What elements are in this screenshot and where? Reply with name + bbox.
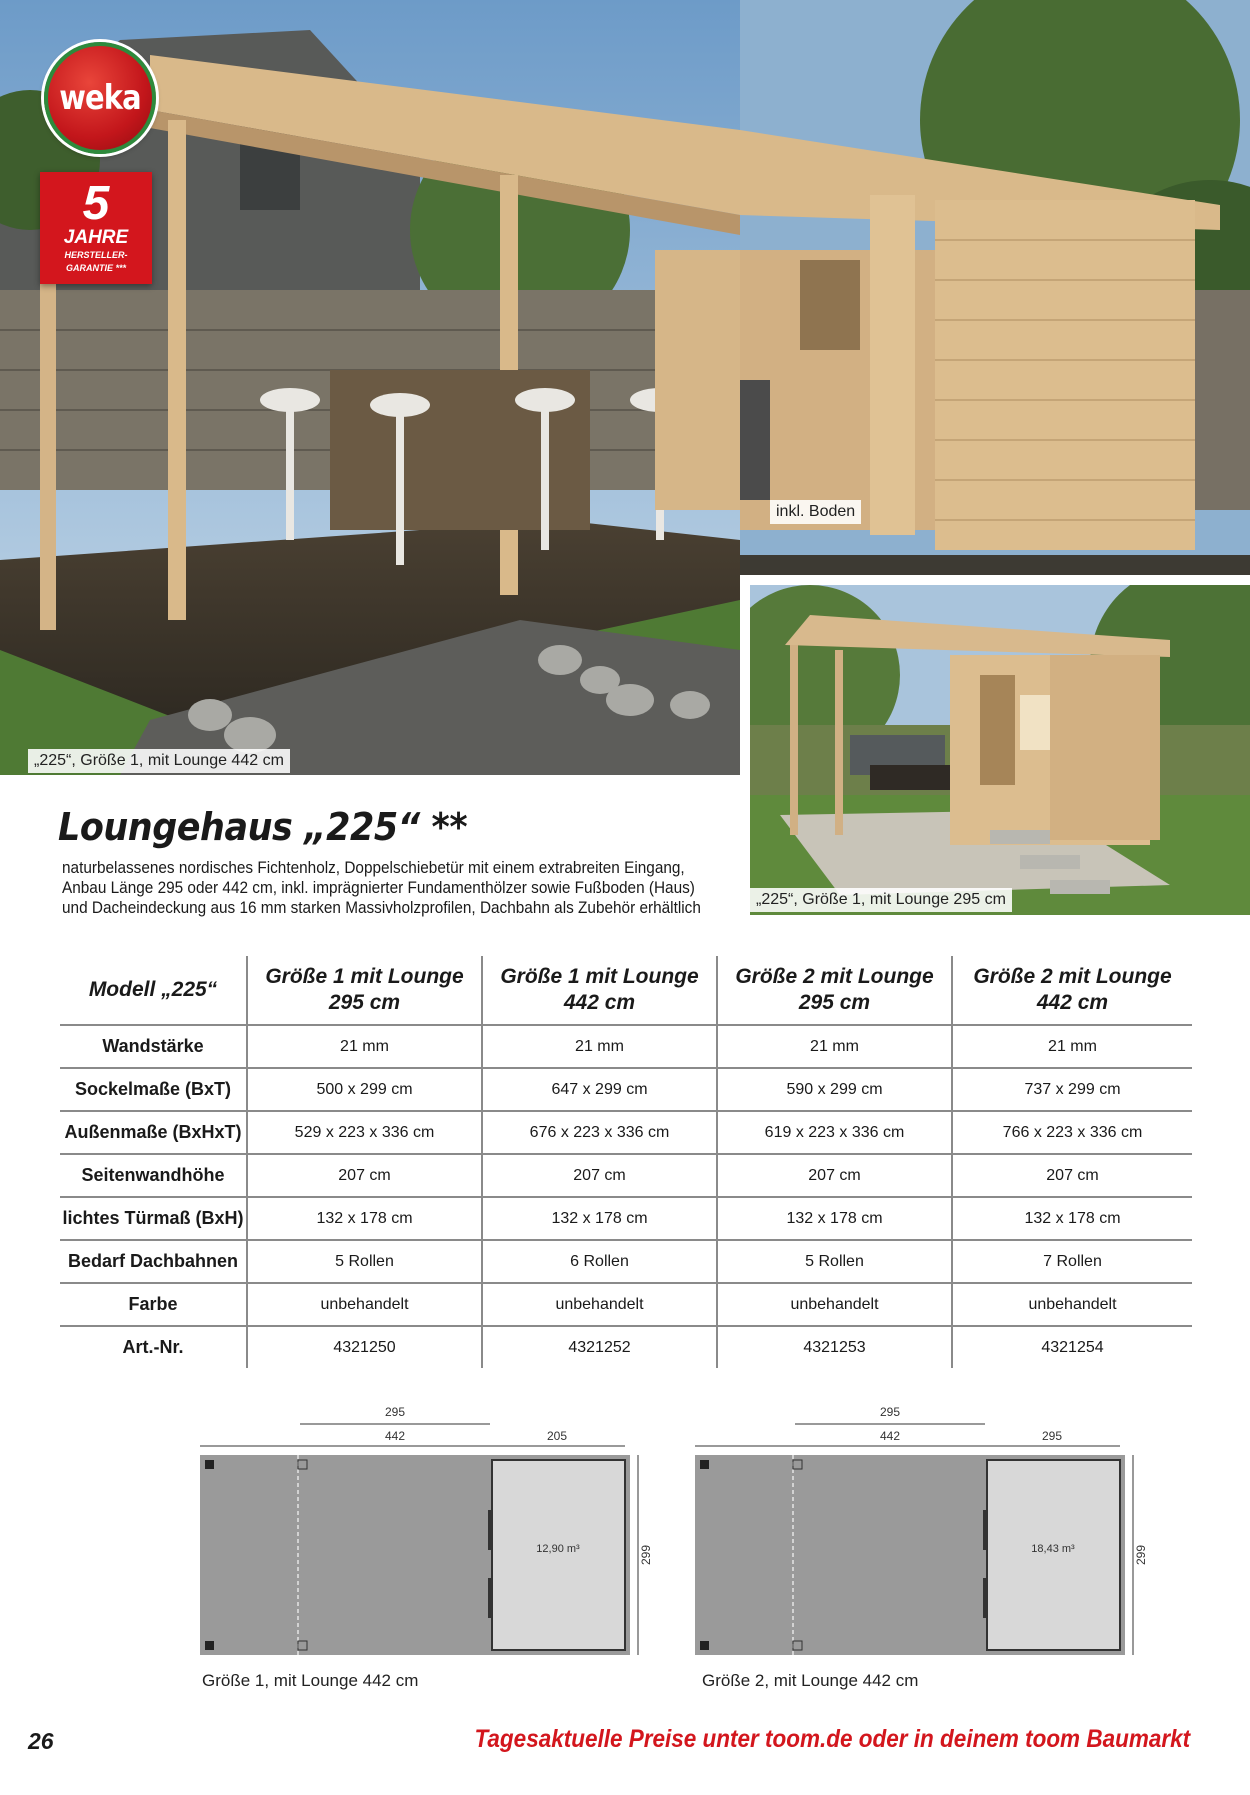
- inset-photo-caption: „225“, Größe 1, mit Lounge 295 cm: [750, 888, 1012, 912]
- guarantee-badge: [40, 172, 152, 284]
- plan1-volume: 12,90 m³: [536, 1543, 580, 1555]
- table-cell: 4321254: [1041, 1338, 1104, 1356]
- floor-plan-1: [195, 1400, 655, 1700]
- table-row: [60, 1068, 1192, 1111]
- inset-illustration: [750, 585, 1250, 915]
- table-row: [60, 1197, 1192, 1240]
- plan2-caption: Größe 2, mit Lounge 442 cm: [702, 1671, 919, 1690]
- table-cell: 590 x 299 cm: [717, 1068, 952, 1111]
- table-cell: 737 x 299 cm: [952, 1068, 1192, 1111]
- description-line: und Dacheindeckung aus 16 mm starken Massivholzprofilen, Dachbahn als Zubehör erhältlich: [62, 899, 701, 917]
- table-cell: 207 cm: [952, 1154, 1192, 1197]
- plan2-dim-depth: 299: [1134, 1544, 1148, 1566]
- row-label: Farbe: [60, 1283, 247, 1326]
- table-cell: 4321253: [717, 1326, 952, 1368]
- table-corner-label: Modell „225“: [60, 956, 247, 1025]
- product-title: Loungehaus „225“ **: [58, 805, 468, 849]
- table-cell: 21 mm: [247, 1025, 482, 1068]
- spec-table: [60, 956, 1192, 1368]
- table-cell: 207 cm: [247, 1154, 482, 1197]
- table-cell: unbehandelt: [482, 1283, 717, 1326]
- table-cell: 529 x 223 x 336 cm: [247, 1111, 482, 1154]
- table-cell: 766 x 223 x 336 cm: [952, 1111, 1192, 1154]
- table-cell: 4321250: [247, 1326, 482, 1368]
- hero-photo-right: [740, 0, 1250, 580]
- table-row: [60, 1154, 1192, 1197]
- weka-logo-text: weka: [59, 78, 141, 118]
- plan1-caption: Größe 1, mit Lounge 442 cm: [202, 1671, 419, 1690]
- table-cell: 6 Rollen: [482, 1240, 717, 1283]
- row-label: Bedarf Dachbahnen: [60, 1240, 247, 1283]
- table-cell: 500 x 299 cm: [247, 1068, 482, 1111]
- description-line: Anbau Länge 295 oder 442 cm, inkl. imprägnierter Fundamenthölzer sowie Fußboden (Haus): [62, 879, 695, 897]
- table-cell: 132 x 178 cm: [482, 1197, 717, 1240]
- main-photo-caption: „225“, Größe 1, mit Lounge 442 cm: [28, 749, 290, 773]
- table-cell: unbehandelt: [717, 1283, 952, 1326]
- table-cell: 21 mm: [482, 1025, 717, 1068]
- table-row: [60, 1025, 1192, 1068]
- weka-logo: [44, 42, 156, 154]
- plan2-house-room: [987, 1460, 1120, 1650]
- table-cell: 5 Rollen: [247, 1240, 482, 1283]
- guarantee-line1: HERSTELLER-: [64, 250, 128, 260]
- table-cell: 647 x 299 cm: [482, 1068, 717, 1111]
- table-cell: unbehandelt: [952, 1283, 1192, 1326]
- row-label: Art.-Nr.: [60, 1326, 247, 1368]
- inset-photo: [740, 575, 1250, 915]
- row-label: Seitenwandhöhe: [60, 1154, 247, 1197]
- plan2-dim-lounge: 442: [879, 1429, 901, 1443]
- table-cell: 676 x 223 x 336 cm: [482, 1111, 717, 1154]
- guarantee-number: 5: [82, 177, 110, 230]
- table-cell: 207 cm: [482, 1154, 717, 1197]
- table-cell: unbehandelt: [247, 1283, 482, 1326]
- plan2-dim-house: 295: [1041, 1429, 1063, 1443]
- table-cell: 132 x 178 cm: [952, 1197, 1192, 1240]
- table-cell: 132 x 178 cm: [717, 1197, 952, 1240]
- column-header: Größe 1 mit Lounge 442 cm: [482, 956, 717, 1025]
- table-cell: 207 cm: [717, 1154, 952, 1197]
- cabin-illustration: [740, 0, 1250, 580]
- table-cell: 21 mm: [952, 1025, 1192, 1068]
- product-description: [62, 858, 704, 918]
- table-cell: 21 mm: [717, 1025, 952, 1068]
- plan2-dim-top: 295: [879, 1405, 901, 1419]
- row-label: Wandstärke: [60, 1025, 247, 1068]
- plan1-house-room: [492, 1460, 625, 1650]
- guarantee-word: JAHRE: [63, 227, 129, 248]
- column-header: Größe 2 mit Lounge 295 cm: [717, 956, 952, 1025]
- column-header: Größe 2 mit Lounge 442 cm: [952, 956, 1192, 1025]
- page-number: 26: [28, 1728, 54, 1754]
- floor-plan-2: [690, 1400, 1150, 1700]
- table-cell: 619 x 223 x 336 cm: [717, 1111, 952, 1154]
- row-label: Sockelmaße (BxT): [60, 1068, 247, 1111]
- table-row: [60, 1283, 1192, 1326]
- plan1-dim-depth: 299: [639, 1544, 653, 1566]
- plan1-dim-lounge: 442: [384, 1429, 406, 1443]
- table-row: [60, 1240, 1192, 1283]
- row-label: Außenmaße (BxHxT): [60, 1111, 247, 1154]
- row-label: lichtes Türmaß (BxH): [60, 1197, 247, 1240]
- plan2-volume: 18,43 m³: [1031, 1543, 1075, 1555]
- table-row: [60, 1111, 1192, 1154]
- table-cell: 7 Rollen: [952, 1240, 1192, 1283]
- description-line: naturbelassenes nordisches Fichtenholz, Doppelschiebetür mit einem extrabreiten Eingang,: [62, 859, 685, 877]
- plan1-dim-house: 205: [546, 1429, 568, 1443]
- table-cell: 4321252: [482, 1326, 717, 1368]
- column-header: Größe 1 mit Lounge 295 cm: [247, 956, 482, 1025]
- guarantee-line2: GARANTIE ***: [65, 263, 126, 273]
- footer-slogan: Tagesaktuelle Preise unter toom.de oder in deinem toom Baumarkt: [474, 1725, 1190, 1753]
- table-row: [60, 1326, 1192, 1368]
- table-cell: 132 x 178 cm: [247, 1197, 482, 1240]
- table-cell: 5 Rollen: [717, 1240, 952, 1283]
- floor-label: inkl. Boden: [770, 500, 861, 524]
- table-header-row: [60, 956, 1192, 1025]
- plan1-dim-top: 295: [384, 1405, 406, 1419]
